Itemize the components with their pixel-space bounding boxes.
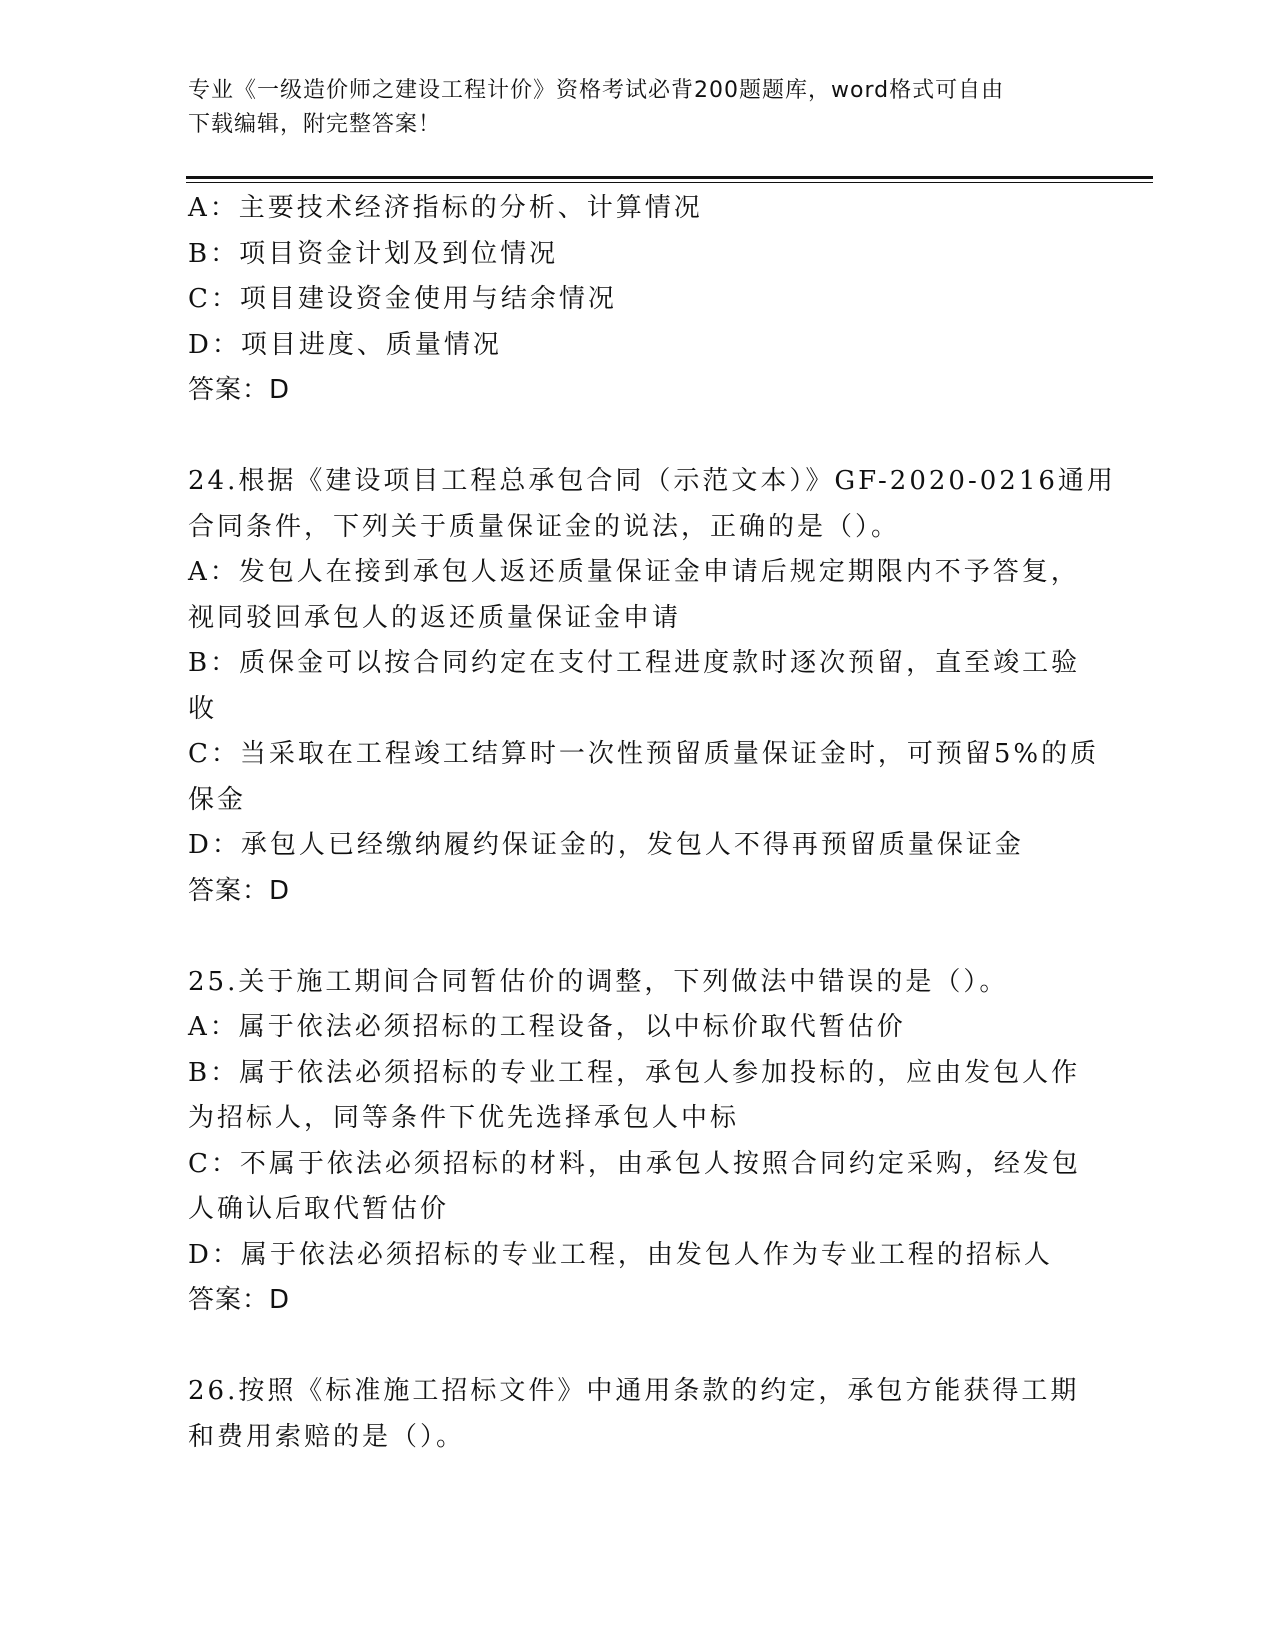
option-d: D：属于依法必须招标的专业工程，由发包人作为专业工程的招标人 [188,1239,1053,1270]
option-d: D：项目进度、质量情况 [188,329,502,360]
question-stem: 26.按照《标准施工招标文件》中通用条款的约定，承包方能获得工期 [188,1376,1080,1406]
question-stem: 25.关于施工期间合同暂估价的调整，下列做法中错误的是（）。 [188,966,1009,997]
answer: 答案：D [188,375,291,405]
option-a: A：属于依法必须招标的工程设备，以中标价取代暂估价 [188,1012,906,1042]
question-stem-cont: 合同条件，下列关于质量保证金的说法，正确的是（）。 [188,511,901,542]
header-line-2: 下载编辑，附完整答案！ [188,112,442,137]
header-divider-thin [186,182,1153,183]
option-a: A：主要技术经济指标的分析、计算情况 [188,193,703,223]
spacer [188,414,1088,460]
option-a-cont: 视同驳回承包人的返还质量保证金申请 [188,602,682,633]
question-24 [188,459,1116,914]
option-c: C：当采取在工程竣工结算时一次性预留质量保证金时，可预留5%的质 [188,739,1100,769]
document-header [188,74,1088,142]
answer: 答案：D [188,1285,291,1315]
question-23 [188,186,1088,414]
question-stem-cont: 和费用索赔的是（）。 [188,1421,466,1452]
question-26 [188,1369,1088,1460]
answer: 答案：D [188,875,291,906]
option-b-cont: 为招标人，同等条件下优先选择承包人中标 [188,1103,740,1133]
option-c-cont: 保金 [188,784,247,815]
option-d: D：承包人已经缴纳履约保证金的，发包人不得再预留质量保证金 [188,830,1024,860]
spacer [188,914,1088,960]
option-b: B：属于依法必须招标的专业工程，承包人参加投标的，应由发包人作 [188,1057,1081,1088]
header-line-1: 专业《一级造价师之建设工程计价》资格考试必背200题题库，word格式可自由 [188,78,1005,103]
header-divider-thick [186,176,1153,179]
spacer [188,1324,1088,1370]
option-c: C：项目建设资金使用与结余情况 [188,284,617,314]
option-b: B：质保金可以按合同约定在支付工程进度款时逐次预留，直至竣工验 [188,648,1081,678]
question-stem: 24.根据《建设项目工程总承包合同（示范文本）》GF-2020-0216通用 [188,466,1116,496]
question-25 [188,960,1088,1324]
option-b-cont: 收 [188,693,218,724]
option-c: C：不属于依法必须招标的材料，由承包人按照合同约定采购，经发包 [188,1148,1081,1179]
document-body [188,186,1116,1460]
option-a: A：发包人在接到承包人返还质量保证金申请后规定期限内不予答复， [188,557,1080,587]
option-b: B：项目资金计划及到位情况 [188,238,559,269]
option-c-cont: 人确认后取代暂估价 [188,1194,450,1224]
